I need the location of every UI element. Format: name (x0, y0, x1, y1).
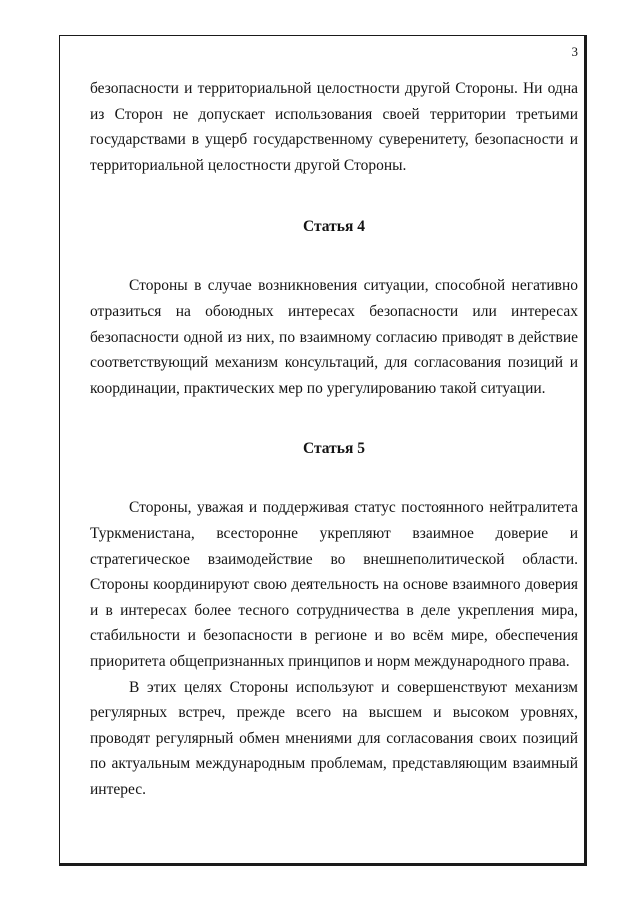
article-4-paragraph: Стороны в случае возникновения ситуации, способной негативно отразиться на обоюдных интересах безопасности или интересах безопасности одной из них, по взаимному согласию приводят в действие соответствующий механизм консультаций, для согласования позиций и координации, практических мер по урегулированию такой ситуации. (90, 277, 578, 397)
article-5-paragraph-2: В этих целях Стороны используют и совершенствуют механизм регулярных встреч, прежде всего на высшем и высоком уровнях, проводят регулярный обмен мнениями для согласования своих позиций по актуальным международным проблемам, представляющим взаимный интерес. (90, 678, 578, 798)
page-number: 3 (571, 44, 578, 59)
article-5-paragraph-1: Стороны, уважая и поддерживая статус постоянного нейтралитета Туркменистана, всесторонне укрепляют взаимное доверие и стратегическое взаимодействие во внешнеполитической области. Стороны координируют свою деятельность на основе взаимного доверия и в интересах более тесного сотрудничества в деле укрепления мира, стабильности и безопасности в регионе и во всём мире, обеспечения приоритета общепризнанных принципов и норм международного права. (90, 499, 578, 670)
article-5-heading: Статья 5 (303, 440, 365, 458)
intro-paragraph: безопасности и территориальной целостности другой Стороны. Ни одна из Сторон не допускает использования своей территории третьими государствами в ущерб государственному суверенитету, безопасности и территориальной целостности другой Стороны. (90, 80, 578, 174)
article-4-heading: Статья 4 (303, 218, 365, 236)
document-body (90, 76, 578, 802)
